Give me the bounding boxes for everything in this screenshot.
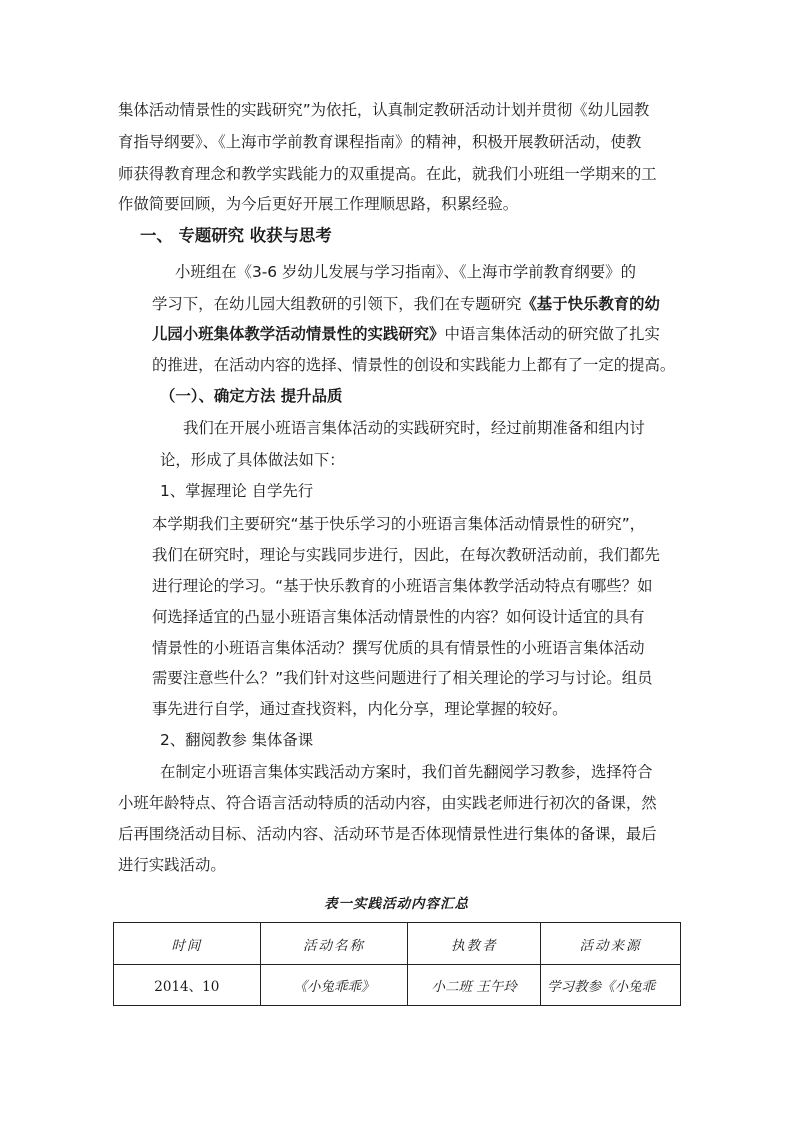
activity-table <box>113 922 681 1006</box>
section-heading: 一、 专题研究 收获与思考 <box>140 226 332 245</box>
body-text-line: 的推进，在活动内容的选择、情景性的创设和实践能力上都有了一定的提高。 <box>152 356 676 374</box>
table-caption: 表一实践活动内容汇总 <box>324 896 469 912</box>
table-header-cell: 活动名称 <box>260 923 408 965</box>
table-cell: 2014、10 <box>114 965 261 1006</box>
body-text-line <box>152 294 660 314</box>
table-cell: 学习教参《小兔乖 <box>541 965 681 1006</box>
body-text-line: 集体活动情景性的实践研究”为依托，认真制定教研活动计划并贯彻《幼儿园教 <box>118 101 650 119</box>
subsection-heading: （一）、确定方法 提升品质 <box>160 387 343 405</box>
body-text-line: 事先进行自学，通过查找资料，内化分享，理论掌握的较好。 <box>152 700 568 718</box>
body-text-line: 需要注意些什么？”我们针对这些问题进行了相关理论的学习与讨论。组员 <box>152 669 653 687</box>
body-text-line: 进行实践活动。 <box>118 856 226 874</box>
body-text-line: 我们在研究时，理论与实践同步进行，因此，在每次教研活动前，我们都先 <box>152 546 660 564</box>
body-text-line: 小班组在《3-6 岁幼儿发展与学习指南》、《上海市学前教育纲要》的 <box>175 263 636 281</box>
body-text-line: 后再围绕活动目标、活动内容、活动环节是否体现情景性进行集体的备课，最后 <box>118 825 657 843</box>
body-text-span: 中语言集体活动的研究做了扎实 <box>444 325 660 343</box>
body-text-line: 育指导纲要》、《上海市学前教育课程指南》的精神，积极开展教研活动，使教 <box>118 133 642 151</box>
table-cell: 小二班 王午玲 <box>408 965 541 1006</box>
body-text-line: 情景性的小班语言集体活动？撰写优质的具有情景性的小班语言集体活动 <box>152 639 645 657</box>
body-text-line <box>152 324 660 344</box>
table-cell: 《小兔乖乖》 <box>260 965 408 1006</box>
project-title-bold: 《基于快乐教育的幼 <box>521 295 660 313</box>
body-text-line: 论，形成了具体做法如下： <box>160 451 345 469</box>
body-text-line: 进行理论的学习。“基于快乐教育的小班语言集体教学活动特点有哪些？如 <box>152 577 653 595</box>
table-header-cell: 活动来源 <box>541 923 681 965</box>
point-heading: 1、掌握理论 自学先行 <box>160 482 314 500</box>
body-text-line: 小班年龄特点、符合语言活动特质的活动内容，由实践老师进行初次的备课，然 <box>118 794 657 812</box>
point-heading: 2、翻阅教参 集体备课 <box>160 731 314 749</box>
body-text-line: 作做简要回顾，为今后更好开展工作理顺思路，积累经验。 <box>118 195 519 213</box>
body-text-line: 我们在开展小班语言集体活动的实践研究时，经过前期准备和组内讨 <box>183 419 645 437</box>
body-text-line: 本学期我们主要研究“基于快乐学习的小班语言集体活动情景性的研究”， <box>152 515 646 533</box>
body-text-line: 师获得教育理念和教学实践能力的双重提高。在此，就我们小班组一学期来的工 <box>118 165 657 183</box>
table-row <box>114 965 681 1006</box>
body-text-line: 在制定小班语言集体实践活动方案时，我们首先翻阅学习教参，选择符合 <box>160 763 653 781</box>
table-header-row <box>114 923 681 965</box>
table-header-cell: 时间 <box>114 923 261 965</box>
body-text-span: 学习下，在幼儿园大组教研的引领下，我们在专题研究 <box>152 295 522 313</box>
project-title-bold: 儿园小班集体教学活动情景性的实践研究》 <box>152 325 445 343</box>
body-text-line: 何选择适宜的凸显小班语言集体活动情景性的内容？如何设计适宜的具有 <box>152 608 645 626</box>
table-header-cell: 执教者 <box>408 923 541 965</box>
